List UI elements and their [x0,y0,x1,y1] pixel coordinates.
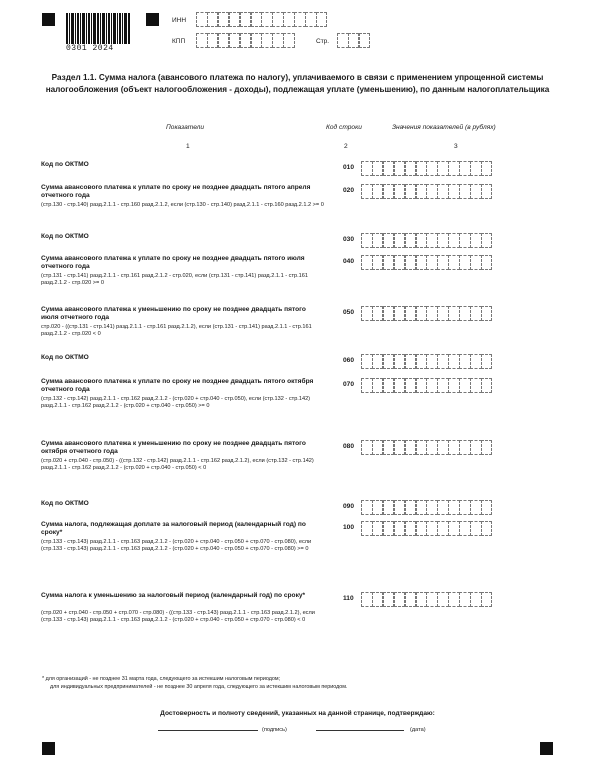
value-cell[interactable] [481,440,493,455]
value-cell[interactable] [394,184,406,199]
signature-label: (подпись) [262,727,287,733]
value-cell[interactable] [437,233,449,248]
value-cell[interactable] [448,592,460,607]
value-cell[interactable] [481,521,493,536]
value-cell[interactable] [470,378,482,393]
footnote-line-2: для индивидуальных предпринимателей - не позднее 30 апреля года, следующего за истекшим налоговым периодом. [50,684,348,690]
value-cell[interactable] [470,592,482,607]
row-title: Сумма налога, подлежащая доплате за налоговый период (календарный год) по сроку* [41,521,306,537]
value-cell[interactable] [416,521,428,536]
value-cell[interactable] [383,500,395,515]
value-cell[interactable] [426,378,438,393]
value-cell[interactable] [372,354,384,369]
value-cell[interactable] [448,500,460,515]
date-line[interactable] [316,729,404,731]
value-cell[interactable] [405,161,417,176]
value-cell[interactable] [448,184,460,199]
inn-field[interactable] [196,12,327,27]
value-cell[interactable] [437,592,449,607]
value-cell[interactable] [361,306,373,321]
value-cell[interactable] [405,440,417,455]
row-code: 070 [343,381,355,388]
value-cell[interactable] [448,255,460,270]
value-cell[interactable] [481,184,493,199]
value-cell[interactable] [459,161,471,176]
value-cell[interactable] [361,378,373,393]
value-cell[interactable] [361,592,373,607]
value-cell[interactable] [470,521,482,536]
value-cell[interactable] [405,233,417,248]
row-title: Сумма налога к уменьшению за налоговый период (календарный год) по сроку* [41,592,306,599]
row-title: Сумма авансового платежа к уменьшению по сроку не позднее двадцать пятого июля отчетного года [41,306,306,322]
value-cell[interactable] [383,161,395,176]
row-code: 040 [343,258,355,265]
value-cell[interactable] [437,306,449,321]
value-cell[interactable] [448,521,460,536]
value-cell[interactable] [394,378,406,393]
row-title: Сумма авансового платежа к уплате по сроку не позднее двадцать пятого июля отчетного года [41,255,305,271]
value-cell[interactable] [426,440,438,455]
value-cell[interactable] [372,592,384,607]
value-input-cells[interactable] [361,378,492,393]
value-input-cells[interactable] [361,440,492,455]
value-cell[interactable] [416,378,428,393]
row-formula: (стр.131 - стр.141) разд.2.1.1 - стр.161 разд.2.1.2 - стр.020, если (стр.131 - стр.141) разд.2.1.1 - стр.161 разд.2.1.2 - стр.020 >= 0 [41,273,309,287]
value-cell[interactable] [437,161,449,176]
value-cell[interactable] [470,233,482,248]
signature-line[interactable] [158,729,258,731]
value-cell[interactable] [426,354,438,369]
value-cell[interactable] [459,184,471,199]
kpp-field[interactable] [196,33,294,48]
page-label: Стр. [316,38,330,45]
value-cell[interactable] [361,233,373,248]
value-cell[interactable] [383,378,395,393]
corner-marker-top-right [146,13,159,26]
value-cell[interactable] [383,440,395,455]
corner-marker-bottom-left [42,742,55,755]
value-cell[interactable] [437,184,449,199]
value-cell[interactable] [470,500,482,515]
value-cell[interactable] [481,161,493,176]
value-cell[interactable] [405,306,417,321]
value-cell[interactable] [416,354,428,369]
value-cell[interactable] [437,354,449,369]
value-input-cells[interactable] [361,255,492,270]
value-cell[interactable] [426,161,438,176]
row-formula: (стр.020 + стр.040 - стр.050) - ((стр.132 - стр.142) разд.2.1.1 - стр.162 разд.2.1.2), если (стр.132 - стр.142) разд.2.1.1 - стр.162 разд.2.1.2 - (стр.020 + стр.040 - стр.050) < 0 [41,458,314,472]
value-cell[interactable] [372,378,384,393]
value-cell[interactable] [361,500,373,515]
value-cell[interactable] [394,500,406,515]
value-cell[interactable] [394,354,406,369]
value-cell[interactable] [416,233,428,248]
value-cell[interactable] [459,233,471,248]
row-code: 090 [343,503,355,510]
value-cell[interactable] [405,378,417,393]
value-cell[interactable] [437,521,449,536]
value-cell[interactable] [405,592,417,607]
value-input-cells[interactable] [361,233,492,248]
row-formula: (стр.020 + стр.040 - стр.050 + стр.070 - стр.080) - ((стр.133 - стр.143) разд.2.1.1 - стр.163 разд.2.1.2), если (стр.133 - стр.143) разд.2.1.1 - стр.163 разд.2.1.2 - (стр.020 + стр.040 - стр.050 + стр.070 - стр.080) < 0 [41,610,315,624]
value-cell[interactable] [383,354,395,369]
value-cell[interactable] [459,500,471,515]
value-cell[interactable] [481,354,493,369]
value-cell[interactable] [448,354,460,369]
value-cell[interactable] [426,500,438,515]
value-input-cells[interactable] [361,500,492,515]
value-cell[interactable] [405,184,417,199]
row-code: 050 [343,309,355,316]
value-cell[interactable] [470,354,482,369]
row-title: Код по ОКТМО [41,354,89,361]
value-cell[interactable] [481,255,493,270]
value-cell[interactable] [372,440,384,455]
value-cell[interactable] [426,233,438,248]
value-cell[interactable] [437,500,449,515]
value-cell[interactable] [394,255,406,270]
value-input-cells[interactable] [361,592,492,607]
value-cell[interactable] [448,233,460,248]
value-cell[interactable] [361,161,373,176]
value-input-cells[interactable] [361,184,492,199]
row-code: 030 [343,236,355,243]
value-cell[interactable] [405,255,417,270]
value-cell[interactable] [481,233,493,248]
column-number-1: 1 [186,143,190,150]
barcode-number: 0301 2024 [66,44,134,53]
confirmation-text: Достоверность и полноту сведений, указанных на данной странице, подтверждаю: [160,710,435,717]
value-cell[interactable] [448,440,460,455]
value-input-cells[interactable] [361,161,492,176]
value-cell[interactable] [437,440,449,455]
value-cell[interactable] [470,306,482,321]
value-cell[interactable] [361,255,373,270]
value-cell[interactable] [470,255,482,270]
value-cell[interactable] [470,184,482,199]
value-cell[interactable] [426,592,438,607]
value-cell[interactable] [459,440,471,455]
value-input-cells[interactable] [361,521,492,536]
row-code: 020 [343,187,355,194]
value-cell[interactable] [448,378,460,393]
row-code: 110 [343,595,354,602]
value-cell[interactable] [394,306,406,321]
value-cell[interactable] [437,255,449,270]
value-cell[interactable] [437,378,449,393]
value-cell[interactable] [416,592,428,607]
column-number-3: 3 [454,143,458,150]
value-cell[interactable] [383,521,395,536]
value-cell[interactable] [459,378,471,393]
value-cell[interactable] [405,354,417,369]
value-cell[interactable] [416,255,428,270]
value-cell[interactable] [448,306,460,321]
value-input-cells[interactable] [361,354,492,369]
value-cell[interactable] [361,354,373,369]
row-title: Код по ОКТМО [41,161,89,168]
value-cell[interactable] [394,521,406,536]
value-cell[interactable] [459,354,471,369]
page-number-field[interactable] [337,33,370,48]
row-title: Сумма авансового платежа к уплате по сроку не позднее двадцать пятого октября отчетного года [41,378,314,394]
row-title: Сумма авансового платежа к уменьшению по сроку не позднее двадцать пятого октября отчетного года [41,440,306,456]
row-formula: (стр.133 - стр.143) разд.2.1.1 - стр.163 разд.2.1.2 - (стр.020 + стр.040 - стр.050 + стр.070 - стр.080), если (стр.133 - стр.143) разд.2.1.1 - стр.163 разд.2.1.2 - (стр.020 + стр.040 - стр.050 + стр.070 - стр.080) >= 0 [41,539,312,553]
value-cell[interactable] [394,233,406,248]
value-cell[interactable] [372,161,384,176]
value-cell[interactable] [361,184,373,199]
column-header-line-code: Код строки [326,124,362,131]
value-cell[interactable] [426,255,438,270]
barcode-image [66,13,130,45]
row-code: 010 [343,164,355,171]
value-cell[interactable] [372,255,384,270]
value-cell[interactable] [361,440,373,455]
value-cell[interactable] [470,440,482,455]
row-formula: (стр.130 - стр.140) разд.2.1.1 - стр.160 разд.2.1.2, если (стр.130 - стр.140) разд.2.1.1 - стр.160 разд.2.1.2 >= 0 [41,202,324,208]
inn-label: ИНН [172,17,187,24]
value-input-cells[interactable] [361,306,492,321]
value-cell[interactable] [416,184,428,199]
value-cell[interactable] [372,233,384,248]
value-cell[interactable] [416,500,428,515]
value-cell[interactable] [383,592,395,607]
value-cell[interactable] [459,306,471,321]
value-cell[interactable] [426,521,438,536]
value-cell[interactable] [481,500,493,515]
value-cell[interactable] [426,184,438,199]
row-code: 080 [343,443,355,450]
kpp-label: КПП [172,38,186,45]
row-title: Код по ОКТМО [41,233,89,240]
value-cell[interactable] [481,306,493,321]
value-cell[interactable] [405,500,417,515]
row-code: 060 [343,357,355,364]
value-cell[interactable] [459,521,471,536]
value-cell[interactable] [372,500,384,515]
row-formula: (стр.132 - стр.142) разд.2.1.1 - стр.162 разд.2.1.2 - (стр.020 + стр.040 - стр.050), если (стр.132 - стр.142) разд.2.1.1 - стр.162 разд.2.1.2 - (стр.020 + стр.040 - стр.050) >= 0 [41,396,311,410]
value-cell[interactable] [481,592,493,607]
value-cell[interactable] [383,306,395,321]
value-cell[interactable] [416,440,428,455]
value-cell[interactable] [372,521,384,536]
value-cell[interactable] [383,255,395,270]
value-cell[interactable] [372,184,384,199]
value-cell[interactable] [383,184,395,199]
value-cell[interactable] [416,161,428,176]
row-code: 100 [343,524,355,531]
value-cell[interactable] [394,161,406,176]
date-label: (дата) [410,727,426,733]
value-cell[interactable] [448,161,460,176]
value-cell[interactable] [481,378,493,393]
corner-marker-top-left [42,13,55,26]
value-cell[interactable] [394,440,406,455]
section-title: Раздел 1.1. Сумма налога (авансового платежа по налогу), уплачиваемого в связи с применением упрощенной системы налогообложения (объект налогообложения - доходы), подлежащая уплате (уменьшению), по данным налогоплательщика [45,73,550,94]
value-cell[interactable] [361,521,373,536]
value-cell[interactable] [426,306,438,321]
corner-marker-bottom-right [540,742,553,755]
value-cell[interactable] [383,233,395,248]
value-cell[interactable] [470,161,482,176]
value-cell[interactable] [394,592,406,607]
column-header-indicators: Показатели [166,124,205,131]
column-header-values: Значения показателей (в рублях) [392,124,496,131]
value-cell[interactable] [372,306,384,321]
footnote-line-1: * для организаций - не позднее 31 марта года, следующего за истекшим налоговым периодом; [42,676,281,682]
value-cell[interactable] [405,521,417,536]
row-title: Код по ОКТМО [41,500,89,507]
row-title: Сумма авансового платежа к уплате по сроку не позднее двадцать пятого апреля отчетного года [41,184,311,200]
row-formula: стр.020 - ((стр.131 - стр.141) разд.2.1.1 - стр.161 разд.2.1.2), если (стр.131 - стр.141) разд.2.1.1 - стр.161 разд.2.1.2 - стр.020 < 0 [41,324,312,338]
column-number-2: 2 [344,143,348,150]
value-cell[interactable] [459,592,471,607]
value-cell[interactable] [416,306,428,321]
value-cell[interactable] [459,255,471,270]
